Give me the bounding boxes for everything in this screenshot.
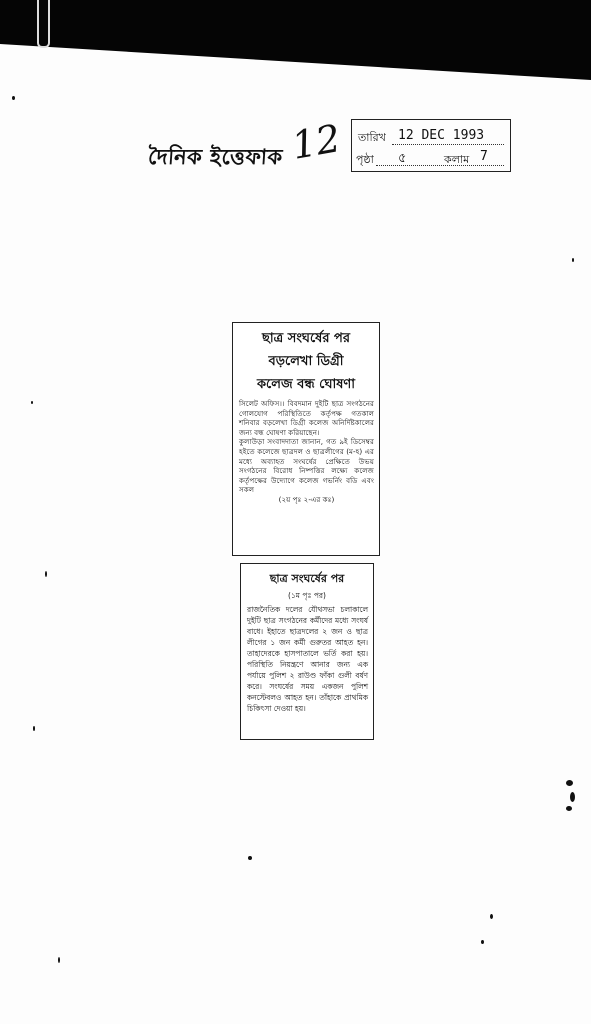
scan-dark-border (0, 0, 591, 42)
scan-speck (33, 726, 35, 731)
article-paragraph-1: সিলেট অফিস।। বিবদমান দুইটি ছাত্র সংগঠনের গোলযোগ পরিস্থিতিতে কর্তৃপক্ষ গতকাল শনিবার বড়লেখা ডিগ্রী কলেজ অনির্দিষ্টকালের জন্য বন্ধ ঘোষণা করিয়াছেন। (239, 399, 374, 437)
continued-headline: ছাত্র সংঘর্ষের পর (269, 572, 345, 585)
column-label: কলাম (444, 153, 470, 166)
scan-speck (31, 401, 33, 404)
column-value: 7 (480, 149, 488, 164)
date-label: তারিখ (358, 131, 386, 144)
scan-speck (248, 856, 252, 860)
page-value: ৫ (398, 151, 407, 166)
continued-body: রাজনৈতিক দলের যৌথসভা চলাকালে দুইটি ছাত্র সংগঠনের কর্মীদের মধ্যে সংঘর্ষ বাধে। ইহাতে ছাত্রদলের ২ জন ও ছাত্র লীগের ১ জন কর্মী গুরুতর আহত হন। তাহাদেরকে হাসপাতালে ভর্তি করা হয়। পরিস্থিতি নিয়ন্ত্রণে আনার জন্য এক পর্যায়ে পুলিশ ২ রাউণ্ড ফাঁকা গুলী বর্ষণ করে। সংঘর্ষের সময় একজন পুলিশ কনস্টেবলও আহত হন। তাঁহাকে প্রাথমিক চিকিৎসা দেওয়া হয়। (247, 605, 368, 713)
article-body (233, 396, 379, 505)
page-label: পৃষ্ঠা (356, 153, 374, 166)
headline-line-3: কলেজ বন্ধ ঘোষণা (256, 377, 356, 392)
scan-speck (572, 258, 574, 262)
scan-speck (490, 914, 493, 919)
article-paragraph-2: কুলাউড়া সংবাদদাতা জানান, গত ৯ই ডিসেম্বর হইতে কলেজে ছাত্রদল ও ছাত্রলীগের (ম-হ) এর মধ্যে অব্যাহত সংঘর্ষের প্রেক্ষিতে উভয় সংগঠনের বিরোধ নিষ্পত্তির লক্ষ্যে কলেজ কর্তৃপক্ষের উদ্যোগে কলেজ গভর্নিং বডি এবং সকল (239, 437, 374, 495)
newspaper-masthead: দৈনিক ইত্তেফাক (147, 144, 284, 169)
margin-scribble (570, 792, 575, 802)
scan-dark-border-edge (0, 40, 591, 80)
paper-clip-mark (37, 0, 50, 48)
date-stamp (351, 119, 511, 172)
headline-line-1: ছাত্র সংঘর্ষের পর (262, 331, 350, 346)
headline-line-2: বড়লেখা ডিগ্রী (268, 354, 344, 369)
margin-scribble (566, 780, 573, 786)
news-clipping-main (232, 322, 380, 556)
date-value: 12 DEC 1993 (398, 128, 485, 143)
scan-speck (45, 571, 47, 577)
news-clipping-continued (240, 563, 374, 740)
handwritten-number: 12 (288, 116, 344, 168)
scan-speck (58, 957, 60, 963)
margin-scribble (566, 806, 572, 811)
scan-speck (481, 940, 484, 944)
continued-subhead: (১ম পৃঃ পর) (288, 591, 326, 600)
continuation-note: (২য় পৃঃ ২-এর কঃ) (278, 494, 335, 504)
scan-speck (12, 96, 15, 100)
